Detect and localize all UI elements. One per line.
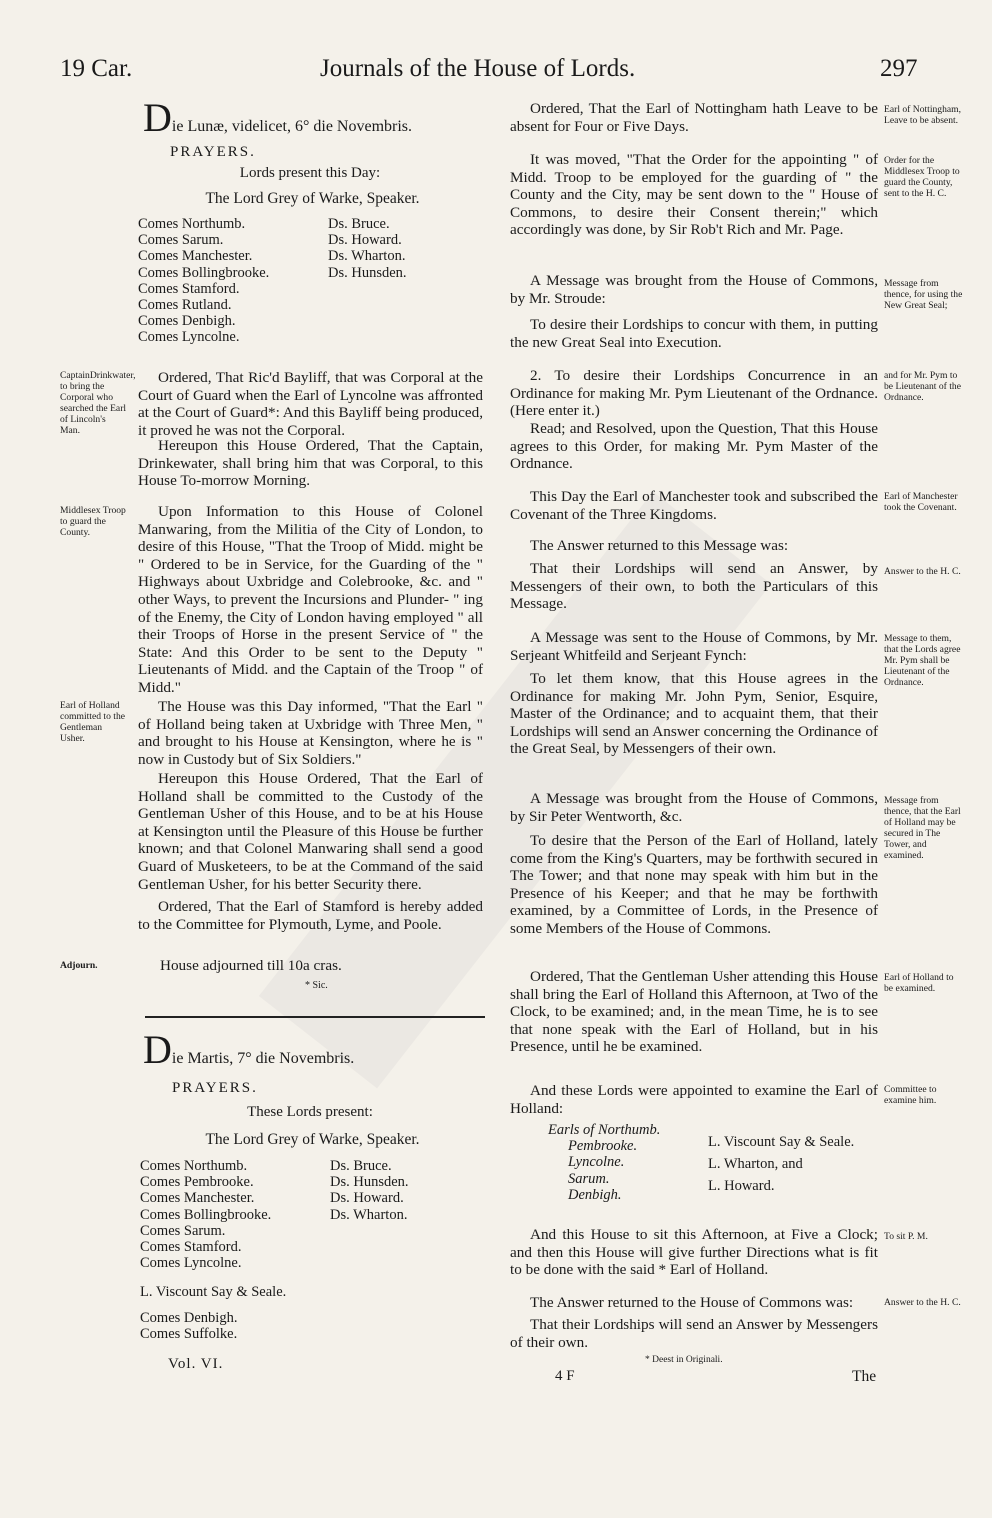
paragraph-resolved: Read; and Resolved, upon the Question, That this House agrees to this Order, for making Mr. Pym Master of the Ordnance. — [510, 420, 878, 473]
side-note-holland: Earl of Holland committed to the Gentleman Usher. — [60, 700, 126, 744]
side-note-answer-hc: Answer to the H. C. — [884, 566, 961, 577]
footnote: * Deest in Originali. — [645, 1355, 723, 1365]
side-note-committee: Committee to examine him. — [884, 1084, 937, 1106]
paragraph-bayliff: Ordered, That Ric'd Bayliff, that was Corporal at the Court of Guard when the Earl of Lyncolne was affronted at the Court of Guard*: And this Bayliff being produced, it proved he was not the Corporal. — [138, 369, 483, 439]
speaker-line: The Lord Grey of Warke, Speaker. — [205, 190, 420, 207]
sheet-signature: 4 F — [555, 1368, 575, 1384]
paragraph-examine-lords: And these Lords were appointed to examine the Earl of Holland: — [510, 1082, 878, 1117]
lords-present-label: Lords present this Day: — [239, 165, 381, 181]
sic-footnote: * Sic. — [305, 980, 328, 991]
paragraph-answer-2: That their Lordships will send an Answer by Messengers of their own. — [510, 1316, 878, 1351]
comes-list-2: Comes Northumb. Comes Pembrooke. Comes Manchester. Comes Bollingbrooke. Comes Sarum. Comes Stamford. Comes Lyncolne. — [140, 1158, 272, 1272]
side-note-nottingham: Earl of Nottingham, Leave to be absent. — [884, 104, 961, 126]
paragraph-let-know: To let them know, that this House agrees in the Ordinance for making Mr. John Pym, Senior, Esquire, Master of the Ordinance; and to acquaint them, that their Lordships will send an Answer concerning the Ordinance of the Great Seal, by Messengers of their own. — [510, 670, 878, 758]
side-note-midd-order: Order for the Middlesex Troop to guard the County, sent to the H. C. — [884, 155, 960, 199]
paragraph-sit-afternoon: And this House to sit this Afternoon, at Five a Clock; and then this House will give further Directions what is fit to be done with the said * Earl of Holland. — [510, 1226, 878, 1279]
prayers-heading-2: PRAYERS. — [172, 1080, 258, 1096]
side-note-adjourn: Adjourn. — [60, 960, 98, 971]
ds-list-2: Ds. Bruce. Ds. Hunsden. Ds. Howard. Ds. Wharton. — [330, 1158, 409, 1223]
side-note-covenant: Earl of Manchester took the Covenant. — [884, 491, 958, 513]
side-note-answer-hc-2: Answer to the H. C. — [884, 1297, 961, 1308]
viscount-line: L. Viscount Say & Seale. — [140, 1284, 287, 1300]
side-note-great-seal: Message from thence, for using the New Great Seal; — [884, 278, 963, 311]
paragraph-manwaring: Upon Information to this House of Colonel Manwaring, from the Militia of the City of London, to desire of this House, "That the Troop of Midd. might be " Ordered to be in Service, for the Guarding of the " Highways about Uxbridge and Colebrooke, &c. and " other Ways, to prevent the Incursions and Plunder- " ing of the Enemy, the City of London having employed " all their Troops of Horse in the present Service of " the State: And this Order to be sent to the Deputy " Lieutenants of Midd. and the Captain of the Troop " of Midd." — [138, 503, 483, 696]
paragraph-drinkewater: Hereupon this House Ordered, That the Captain, Drinkewater, shall bring him that was Corporal, to this House To-morrow Morning. — [138, 437, 483, 490]
day-heading-nov7: Die Martis, 7° die Novembris. — [143, 1027, 355, 1072]
header-page-number: 297 — [880, 55, 918, 82]
speaker-line-2: The Lord Grey of Warke, Speaker. — [205, 1131, 420, 1148]
comes-list-3: Comes Denbigh. Comes Suffolke. — [140, 1310, 238, 1343]
paragraph-message-stroude: A Message was brought from the House of Commons, by Mr. Stroude: — [510, 272, 878, 307]
paragraph-message-wentworth: A Message was brought from the House of Commons, by Sir Peter Wentworth, &c. — [510, 790, 878, 825]
side-note-pym-lieutenant: and for Mr. Pym to be Lieutenant of the Ordnance. — [884, 370, 961, 403]
adjourned-line: House adjourned till 10a cras. — [160, 957, 342, 974]
lords-present-label-2: These Lords present: — [247, 1104, 373, 1120]
committee-earls: Earls of Northumb. Pembrooke. Lyncolne. Sarum. Denbigh. — [548, 1122, 661, 1203]
paragraph-holland-committed: Hereupon this House Ordered, That the Earl of Holland shall be committed to the Custody of the Gentleman Usher of this House, and to be at his House at Kensington until the Pleasure of this House be further known; and that Colonel Manwaring shall send a good Guard of Musketeers, to be at the Command of the said Gentleman Usher, for his better Security there. — [138, 770, 483, 893]
ds-list: Ds. Bruce. Ds. Howard. Ds. Wharton. Ds. Hunsden. — [328, 216, 407, 281]
header-title: Journals of the House of Lords. — [320, 55, 636, 82]
catchword: The — [852, 1368, 877, 1385]
side-note-holland-examined: Earl of Holland to be examined. — [884, 972, 954, 994]
paragraph-midd-troop: It was moved, "That the Order for the appointing " of Midd. Troop to be employed for the guarding of " the County and the City, may be sent down to the " House of Commons, to desire their Consent therein;" which accordingly was done, by Sir Rob't Rich and Mr. Page. — [510, 151, 878, 239]
paragraph-secure-holland: To desire that the Person of the Earl of Holland, lately come from the King's Quarters, may be forthwith secured in The Tower; and that none may speak with him but in the Presence of his Keeper; and that he may be forthwith examined, by a Committee of Lords, in the Presence of some Members of the House of Commons. — [510, 832, 878, 937]
side-note-middlesex: Middlesex Troop to guard the County. — [60, 505, 126, 538]
paragraph-gentleman-usher: Ordered, That the Gentleman Usher attending this House shall bring the Earl of Holland this Afternoon, at Two of the Clock, to be examined; and, in the mean Time, he is to see that none speak with the Earl of Holland, but in his Presence, until he be examined. — [510, 968, 878, 1056]
paragraph-answer-label-2: The Answer returned to the House of Commons was: — [530, 1294, 854, 1311]
paragraph-answer-label: The Answer returned to this Message was: — [530, 537, 789, 554]
paragraph-pym-ordinance: 2. To desire their Lordships Concurrence in an Ordinance for making Mr. Pym Lieutenant of the Ordnance. (Here enter it.) — [510, 367, 878, 420]
committee-lords: L. Viscount Say & Seale. L. Wharton, and L. Howard. — [708, 1134, 855, 1194]
side-note-captain: CaptainDrinkwater, to bring the Corporal who searched the Earl of Lincoln's Man. — [60, 370, 136, 436]
header-regnal-year: 19 Car. — [60, 55, 133, 82]
paragraph-great-seal: To desire their Lordships to concur with them, in putting the new Great Seal into Execution. — [510, 316, 878, 351]
side-note-sit-pm: To sit P. M. — [884, 1231, 928, 1242]
day-heading-nov6: Die Lunæ, videlicet, 6° die Novembris. — [143, 95, 413, 140]
paragraph-holland-informed: The House was this Day informed, "That the Earl " of Holland being taken at Uxbridge with Three Men, " and brought to his House at Kensington, where he is " now in Custody but of Six Soldiers." — [138, 698, 483, 768]
section-rule — [145, 1016, 485, 1018]
side-note-holland-tower: Message from thence, that the Earl of Holland may be secured in The Tower, and examined. — [884, 795, 961, 861]
prayers-heading: PRAYERS. — [170, 144, 256, 160]
paragraph-stamford: Ordered, That the Earl of Stamford is hereby added to the Committee for Plymouth, Lyme, and Poole. — [138, 898, 483, 933]
paragraph-message-serjeants: A Message was sent to the House of Commons, by Mr. Serjeant Whitfeild and Serjeant Fynch: — [510, 629, 878, 664]
paragraph-nottingham: Ordered, That the Earl of Nottingham hath Leave to be absent for Four or Five Days. — [510, 100, 878, 135]
volume-signature: Vol. VI. — [168, 1356, 224, 1372]
paragraph-answer: That their Lordships will send an Answer, by Messengers of their own, to both the Particulars of this Message. — [510, 560, 878, 613]
side-note-lords-agree: Message to them, that the Lords agree Mr. Pym shall be Lieutenant of the Ordnance. — [884, 633, 961, 688]
paragraph-covenant: This Day the Earl of Manchester took and subscribed the Covenant of the Three Kingdoms. — [510, 488, 878, 523]
comes-list: Comes Northumb. Comes Sarum. Comes Manchester. Comes Bollingbrooke. Comes Stamford. Comes Rutland. Comes Denbigh. Comes Lyncolne. — [138, 216, 270, 346]
